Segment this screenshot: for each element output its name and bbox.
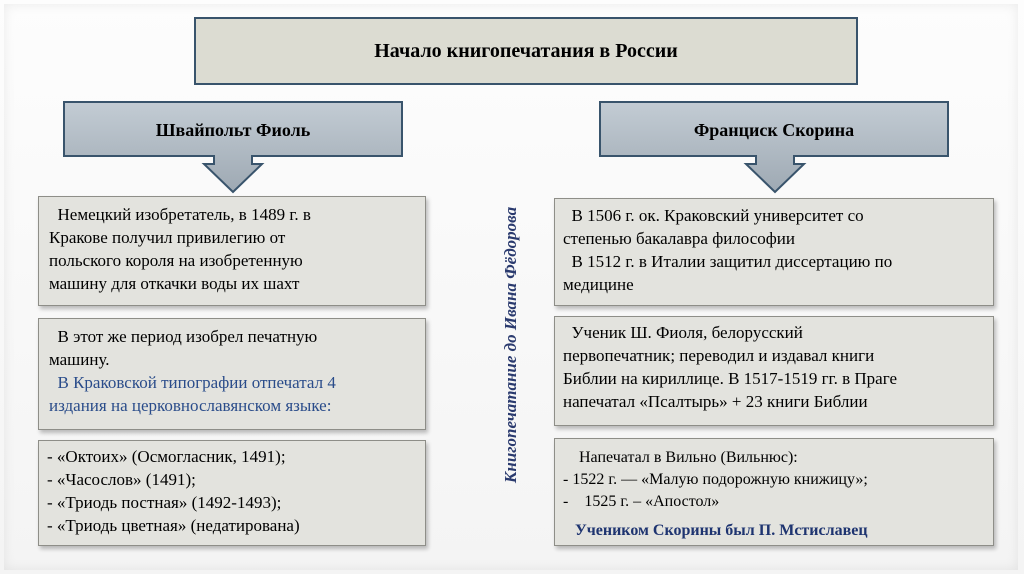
right-box-bio — [554, 198, 994, 306]
text-line: польского короля на изобретенную — [49, 251, 303, 270]
right-header-text: Франциск Скорина — [693, 119, 855, 140]
text-line: степенью бакалавра философии — [563, 229, 795, 248]
text-line: Кракове получил привилегию от — [49, 228, 286, 247]
text-line: В 1512 г. в Италии защитил диссертацию по — [563, 252, 893, 271]
text-line: напечатал «Псалтырь» + 23 книги Библии — [563, 392, 868, 411]
list-item: - «Октоих» (Осмогласник, 1491); — [47, 447, 286, 466]
right-box-vilnius — [554, 438, 994, 546]
list-item: - 1522 г. — «Малую подорожную книжицу»; — [563, 471, 868, 488]
text-line: В этот же период изобрел печатную — [49, 327, 318, 346]
list-item: - «Часослов» (1491); — [47, 470, 196, 489]
text-line: первопечатник; переводил и издавал книги — [563, 346, 875, 365]
text-line: Ученик Ш. Фиоля, белорусский — [563, 323, 803, 342]
vertical-caption-text: Книгопечатание до Ивана Фёдорова — [501, 206, 521, 484]
left-box-bio — [38, 196, 426, 306]
list-item: - «Триодь цветная» (недатирована) — [47, 516, 300, 535]
text-line: Учеником Скорины был П. Мстиславец — [563, 522, 868, 539]
list-item: - «Триодь постная» (1492-1493); — [47, 493, 282, 512]
left-header-text: Швайпольт Фиоль — [155, 119, 311, 140]
left-box-editions — [38, 440, 426, 546]
left-header-label — [64, 104, 402, 156]
list-item: - 1525 г. – «Апостол» — [563, 493, 720, 510]
vertical-caption — [496, 150, 526, 540]
text-line: В 1506 г. ок. Краковский университет со — [563, 206, 864, 225]
text-line: издания на церковнославянском языке: — [49, 396, 332, 415]
title-box — [194, 17, 858, 85]
left-box-press — [38, 318, 426, 430]
page-title: Начало книгопечатания в России — [374, 39, 678, 62]
right-header-label — [600, 104, 948, 156]
text-line: медицине — [563, 275, 634, 294]
text-line: Немецкий изобретатель, в 1489 г. в — [49, 205, 311, 224]
text-line: машину для откачки воды их шахт — [49, 274, 300, 293]
text-line: машину. — [49, 350, 110, 369]
text-line: Библии на кириллице. В 1517-1519 гг. в Праге — [563, 369, 897, 388]
text-line: Напечатал в Вильно (Вильнюс): — [563, 449, 798, 466]
right-box-pioneer — [554, 316, 994, 426]
text-line: В Краковской типографии отпечатал 4 — [49, 373, 336, 392]
